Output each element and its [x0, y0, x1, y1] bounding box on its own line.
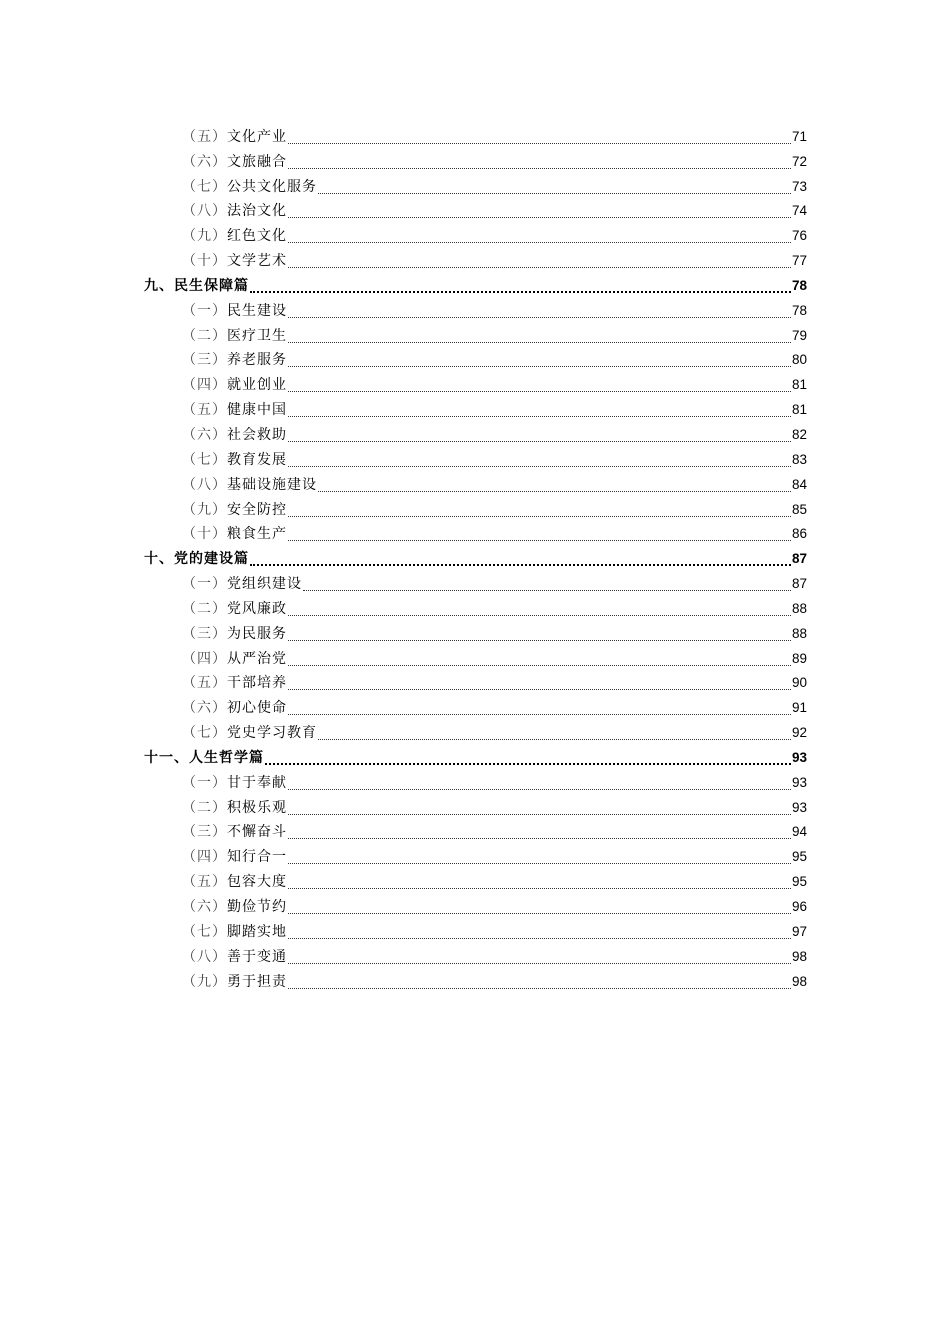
toc-page-number: 76	[791, 228, 807, 244]
toc-entry-number: （三）	[182, 352, 227, 369]
toc-section-entry[interactable]	[144, 497, 807, 522]
toc-page-number: 87	[791, 551, 807, 567]
toc-entry-number: （六）	[182, 153, 227, 170]
toc-section-entry[interactable]	[144, 149, 807, 174]
toc-chapter-entry[interactable]	[144, 745, 807, 770]
toc-section-entry[interactable]	[144, 571, 807, 596]
dot-leader	[288, 827, 791, 841]
toc-entry-title: 文化产业	[227, 128, 287, 145]
toc-entry-title: 知行合一	[227, 849, 287, 866]
toc-section-entry[interactable]	[144, 695, 807, 720]
toc-section-entry[interactable]	[144, 223, 807, 248]
dot-leader	[288, 430, 791, 444]
toc-entry-title: 党的建设篇	[174, 551, 249, 568]
toc-entry-title: 基础设施建设	[227, 476, 317, 493]
dot-leader	[288, 952, 791, 966]
toc-entry-title: 粮食生产	[227, 526, 287, 543]
toc-page-number: 81	[791, 377, 807, 393]
toc-entry-title: 人生哲学篇	[189, 749, 264, 766]
toc-page-number: 93	[791, 774, 807, 790]
dot-leader	[288, 157, 791, 171]
toc-page-number: 91	[791, 700, 807, 716]
toc-section-entry[interactable]	[144, 671, 807, 696]
toc-page-number: 72	[791, 153, 807, 169]
toc-entry-number: （六）	[182, 899, 227, 915]
toc-entry-title: 文旅融合	[227, 153, 287, 170]
dot-leader	[250, 281, 791, 295]
dot-leader	[288, 703, 791, 717]
dot-leader	[288, 331, 791, 345]
toc-entry-number: （一）	[182, 576, 227, 593]
dot-leader	[288, 355, 791, 369]
toc-entry-title: 脚踏实地	[227, 923, 287, 940]
toc-entry-title: 社会救助	[227, 426, 287, 443]
toc-section-entry[interactable]	[144, 944, 807, 969]
toc-section-entry[interactable]	[144, 447, 807, 472]
toc-section-entry[interactable]	[144, 820, 807, 845]
toc-page-number: 84	[791, 476, 807, 492]
toc-entry-title: 教育发展	[227, 451, 287, 468]
toc-section-entry[interactable]	[144, 248, 807, 273]
toc-page-number: 93	[791, 799, 807, 815]
toc-section-entry[interactable]	[144, 770, 807, 795]
toc-page-number: 97	[791, 923, 807, 939]
toc-page-number: 81	[791, 402, 807, 418]
toc-entry-number: 十、	[144, 551, 174, 568]
dot-leader	[318, 728, 791, 742]
toc-page-number: 80	[791, 352, 807, 368]
dot-leader	[288, 306, 791, 320]
toc-page-number: 73	[791, 178, 807, 194]
dot-leader	[288, 678, 791, 692]
dot-leader	[288, 132, 791, 146]
dot-leader	[288, 256, 791, 270]
toc-entry-title: 党风廉政	[227, 600, 287, 617]
toc-entry-number: （四）	[182, 650, 227, 667]
toc-entry-number: （五）	[182, 874, 227, 891]
toc-section-entry[interactable]	[144, 522, 807, 547]
toc-entry-title: 党史学习教育	[227, 725, 317, 742]
toc-entry-number: （八）	[182, 203, 227, 220]
toc-page-number: 79	[791, 327, 807, 343]
toc-section-entry[interactable]	[144, 919, 807, 944]
toc-entry-number: （七）	[182, 923, 227, 940]
toc-page-number: 94	[791, 824, 807, 840]
toc-entry-number: （六）	[182, 700, 227, 717]
toc-entry-number: （七）	[182, 451, 227, 468]
dot-leader	[303, 579, 791, 593]
toc-page-number: 98	[791, 973, 807, 989]
toc-page-number: 95	[791, 849, 807, 865]
dot-leader	[288, 206, 791, 220]
toc-entry-title: 养老服务	[227, 352, 287, 369]
toc-entry-number: （三）	[182, 824, 227, 841]
toc-entry-number: （十）	[182, 526, 227, 543]
toc-page-number: 74	[791, 203, 807, 219]
toc-entry-title: 不懈奋斗	[227, 824, 287, 841]
dot-leader	[288, 927, 791, 941]
toc-entry-number: （十）	[182, 253, 227, 270]
dot-leader	[288, 231, 791, 245]
toc-section-entry[interactable]	[144, 969, 807, 994]
toc-page-number: 77	[791, 253, 807, 269]
toc-entry-number: （九）	[182, 501, 227, 518]
toc-entry-number: （二）	[182, 799, 227, 816]
toc-entry-number: （九）	[182, 973, 227, 990]
toc-entry-number: 十一、	[144, 749, 189, 766]
toc-section-entry[interactable]	[144, 298, 807, 323]
toc-entry-title: 民生建设	[227, 302, 287, 319]
toc-entry-title: 民生保障篇	[174, 277, 249, 294]
toc-entry-number: （二）	[182, 327, 227, 344]
toc-page-number: 86	[791, 526, 807, 542]
toc-page-number: 88	[791, 625, 807, 641]
toc-entry-number: （一）	[182, 774, 227, 791]
toc-entry-title: 公共文化服务	[227, 178, 317, 195]
dot-leader	[288, 977, 791, 991]
dot-leader	[318, 182, 791, 196]
toc-entry-title: 积极乐观	[227, 799, 287, 816]
toc-entry-title: 甘于奉献	[227, 774, 287, 791]
toc-page-number: 90	[791, 675, 807, 691]
dot-leader	[288, 604, 791, 618]
toc-chapter-entry[interactable]	[144, 273, 807, 298]
toc-entry-number: （三）	[182, 625, 227, 642]
toc-entry-number: 九、	[144, 277, 174, 294]
toc-section-entry[interactable]	[144, 844, 807, 869]
toc-page-number: 88	[791, 600, 807, 616]
dot-leader	[288, 505, 791, 519]
toc-entry-title: 安全防控	[227, 501, 287, 518]
toc-section-entry[interactable]	[144, 124, 807, 149]
toc-entry-title: 文学艺术	[227, 253, 287, 270]
toc-page-number: 83	[791, 451, 807, 467]
toc-entry-number: （五）	[182, 675, 227, 692]
toc-entry-number: （六）	[182, 426, 227, 443]
toc-section-entry[interactable]	[144, 720, 807, 745]
toc-section-entry[interactable]	[144, 795, 807, 820]
toc-section-entry[interactable]	[144, 199, 807, 224]
toc-entry-title: 为民服务	[227, 625, 287, 642]
dot-leader	[288, 654, 791, 668]
toc-section-entry[interactable]	[144, 372, 807, 397]
toc-entry-number: （一）	[182, 302, 227, 319]
toc-entry-number: （七）	[182, 725, 227, 742]
toc-entry-number: （五）	[182, 402, 227, 419]
table-of-contents	[144, 124, 807, 994]
toc-entry-title: 从严治党	[227, 650, 287, 667]
toc-section-entry[interactable]	[144, 348, 807, 373]
toc-page-number: 89	[791, 650, 807, 666]
toc-page-number: 78	[791, 302, 807, 318]
dot-leader	[288, 455, 791, 469]
toc-entry-title: 初心使命	[227, 700, 287, 717]
dot-leader	[288, 877, 791, 891]
toc-entry-title: 医疗卫生	[227, 327, 287, 344]
toc-page-number: 92	[791, 725, 807, 741]
toc-entry-title: 健康中国	[227, 402, 287, 419]
dot-leader	[250, 554, 791, 568]
toc-entry-title: 勤俭节约	[227, 899, 287, 915]
toc-page-number: 71	[791, 128, 807, 144]
toc-section-entry[interactable]	[144, 422, 807, 447]
toc-page-number: 93	[791, 749, 807, 765]
toc-section-entry[interactable]	[144, 621, 807, 646]
dot-leader	[288, 380, 791, 394]
dot-leader	[288, 529, 791, 543]
toc-entry-title: 党组织建设	[227, 576, 302, 593]
toc-section-entry[interactable]	[144, 646, 807, 671]
toc-page-number: 85	[791, 501, 807, 517]
toc-entry-title: 包容大度	[227, 874, 287, 891]
toc-entry-number: （八）	[182, 948, 227, 965]
toc-section-entry[interactable]	[144, 894, 807, 919]
dot-leader	[288, 629, 791, 643]
toc-entry-number: （七）	[182, 178, 227, 195]
toc-entry-number: （二）	[182, 600, 227, 617]
toc-page-number: 95	[791, 874, 807, 890]
toc-entry-title: 勇于担责	[227, 973, 287, 990]
toc-section-entry[interactable]	[144, 174, 807, 199]
toc-entry-number: （四）	[182, 377, 227, 394]
toc-entry-title: 就业创业	[227, 377, 287, 394]
toc-page-number: 78	[791, 277, 807, 293]
toc-entry-number: （五）	[182, 128, 227, 145]
toc-section-entry[interactable]	[144, 472, 807, 497]
dot-leader	[265, 753, 791, 767]
dot-leader	[318, 480, 791, 494]
toc-entry-title: 红色文化	[227, 228, 287, 245]
toc-entry-number: （四）	[182, 849, 227, 866]
toc-section-entry[interactable]	[144, 596, 807, 621]
toc-entry-title: 法治文化	[227, 203, 287, 220]
toc-chapter-entry[interactable]	[144, 546, 807, 571]
toc-page-number: 82	[791, 426, 807, 442]
toc-entry-number: （九）	[182, 228, 227, 245]
dot-leader	[288, 902, 791, 916]
toc-section-entry[interactable]	[144, 323, 807, 348]
toc-section-entry[interactable]	[144, 397, 807, 422]
toc-entry-title: 善于变通	[227, 948, 287, 965]
toc-page-number: 98	[791, 948, 807, 964]
toc-entry-number: （八）	[182, 476, 227, 493]
toc-page-number: 96	[791, 899, 807, 914]
dot-leader	[288, 803, 791, 817]
dot-leader	[288, 778, 791, 792]
dot-leader	[288, 405, 791, 419]
dot-leader	[288, 852, 791, 866]
toc-page-number: 87	[791, 576, 807, 592]
toc-section-entry[interactable]	[144, 869, 807, 894]
toc-entry-title: 干部培养	[227, 675, 287, 692]
